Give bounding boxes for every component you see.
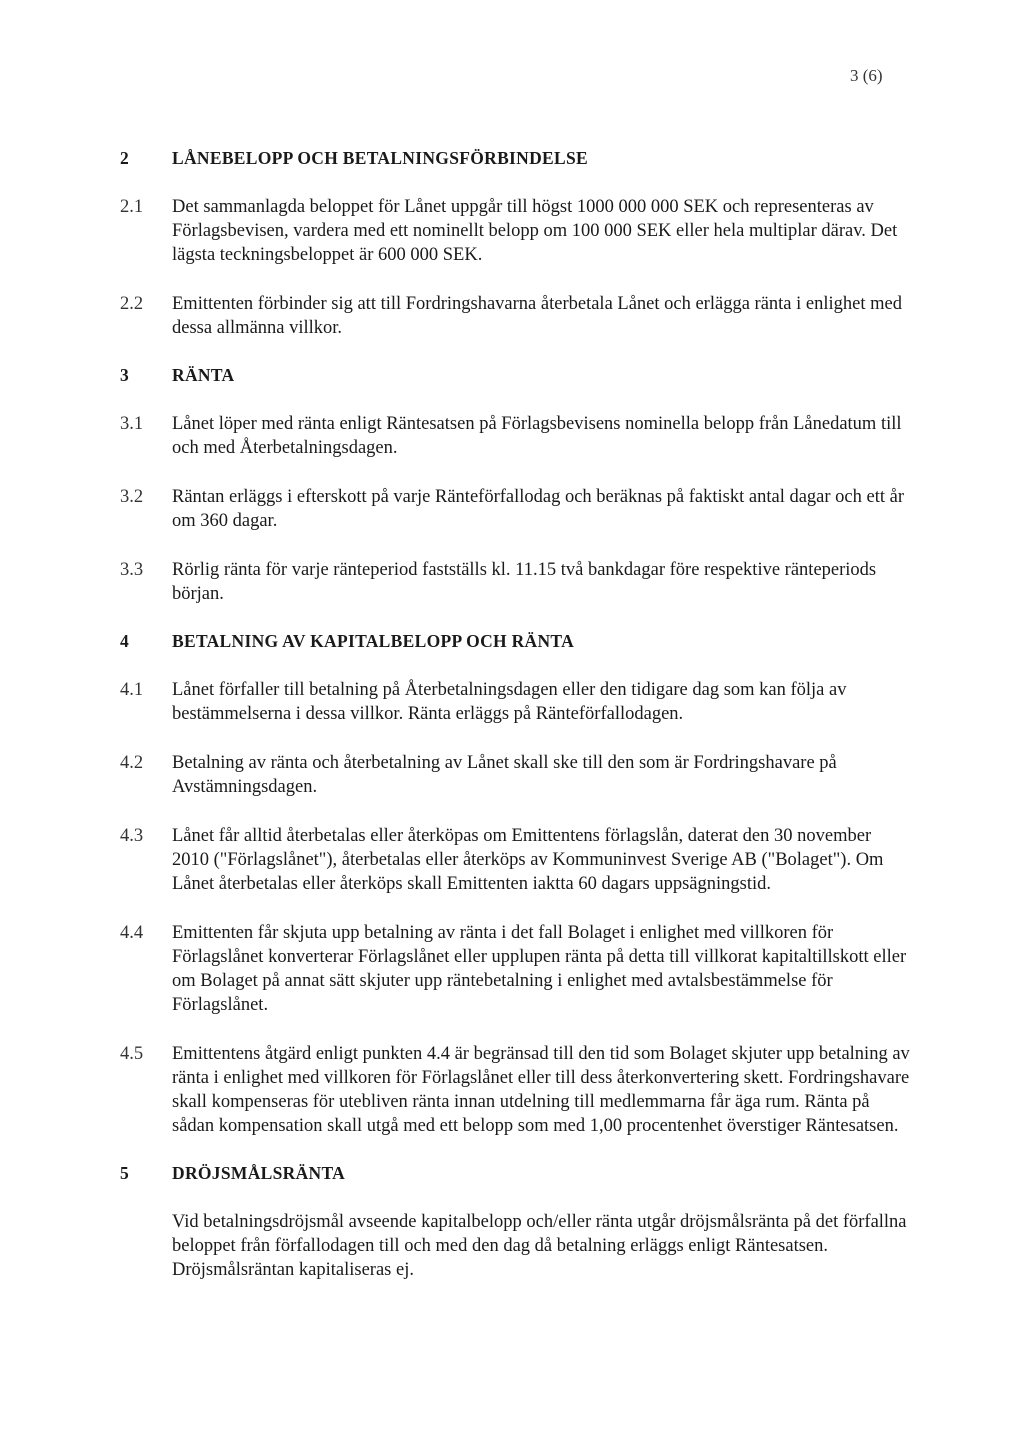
section-number: 2: [120, 148, 130, 168]
clause-4-2: [120, 751, 910, 799]
section-2: [120, 148, 910, 340]
section-heading: [120, 631, 910, 652]
clause-text: Det sammanlagda beloppet för Lånet uppgår till högst 1000 000 000 SEK och representeras av Förlagsbevisen, vardera med ett nominellt belopp om 100 000 SEK eller hela multiplar därav. Det lägsta teckningsbeloppet är 600 000 SEK.: [172, 197, 898, 265]
clause-3-3: [120, 558, 910, 606]
clause-text: Rörlig ränta för varje ränteperiod fastställs kl. 11.15 två bankdagar före respektive ränteperiods början.: [172, 560, 877, 604]
clause-3-2: [120, 485, 910, 533]
section-3: [120, 365, 910, 606]
section-heading: [120, 365, 910, 386]
section-heading: [120, 1163, 910, 1184]
clause-number: 3.1: [120, 414, 144, 434]
clause-number: 4.2: [120, 753, 144, 773]
clause-2-2: [120, 292, 910, 340]
clause-text: Lånet förfaller till betalning på Återbetalningsdagen eller den tidigare dag som kan följa av bestämmelserna i dessa villkor. Ränta erläggs på Ränteförfallodagen.: [172, 680, 847, 724]
section-number: 4: [120, 631, 130, 651]
clause-3-1: [120, 412, 910, 460]
clause-text: Räntan erläggs i efterskott på varje Ränteförfallodag och beräknas på faktiskt antal dagar och ett år om 360 dagar.: [172, 487, 904, 531]
clause-number: 2.2: [120, 294, 144, 314]
clause-text: Lånet löper med ränta enligt Räntesatsen på Förlagsbevisens nominella belopp från Lånedatum till och med Återbetalningsdagen.: [172, 414, 902, 458]
clause-text: Emittenten förbinder sig att till Fordringshavarna återbetala Lånet och erlägga ränta i enlighet med dessa allmänna villkor.: [172, 294, 902, 338]
clause-4-5: [120, 1042, 910, 1138]
clause-4-4: [120, 921, 910, 1017]
clause-number: 3.3: [120, 560, 144, 580]
clause-number: 4.4: [120, 923, 144, 943]
section-title: DRÖJSMÅLSRÄNTA: [172, 1163, 346, 1183]
clause-number: 2.1: [120, 197, 144, 217]
clause-2-1: [120, 195, 910, 267]
clause-text: Betalning av ränta och återbetalning av Lånet skall ske till den som är Fordringshavare på Avstämningsdagen.: [172, 753, 837, 797]
clause-text: Lånet får alltid återbetalas eller återköpas om Emittentens förlagslån, daterat den 30 november 2010 ("Förlagslånet"), återbetalas eller återköps av Kommuninvest Sverige AB ("Bolaget"). Om Lånet återbetalas eller återköps skall Emittenten iaktta 60 dagars uppsägningstid.: [172, 826, 884, 894]
clause-number: 4.3: [120, 826, 144, 846]
section-5: [120, 1163, 910, 1282]
clause-number: 4.1: [120, 680, 144, 700]
clause-4-3: [120, 824, 910, 896]
page-number: 3 (6): [850, 66, 883, 85]
clause-text: Emittentens åtgärd enligt punkten 4.4 är begränsad till den tid som Bolaget skjuter upp betalning av ränta i enlighet med villkoren för Förlagslånet eller till dess återkonvertering skett. Fordringshavare skall kompenseras för utebliven ränta innan utdelning till medlemmarna får äga rum. Ränta på sådan kompensation skall utgå med ett belopp som med 1,00 procentenhet överstiger Räntesatsen.: [172, 1044, 910, 1136]
section-title: LÅNEBELOPP OCH BETALNINGSFÖRBINDELSE: [172, 148, 588, 168]
section-4: [120, 631, 910, 1138]
section-number: 3: [120, 365, 130, 385]
clause-text: Emittenten får skjuta upp betalning av ränta i det fall Bolaget i enlighet med villkoren för Förlagslånet konverterar Förlagslånet eller upplupen ränta på detta till villkorat kapitaltillskott eller om Bolaget på annat sätt skjuter upp räntebetalning i enlighet med avtalsbestämmelse för Förlagslånet.: [172, 923, 907, 1015]
clause-4-1: [120, 678, 910, 726]
section-number: 5: [120, 1163, 130, 1183]
section-paragraph: Vid betalningsdröjsmål avseende kapitalbelopp och/eller ränta utgår dröjsmålsränta på det förfallna beloppet från förfallodagen till och med den dag då betalning erläggs enligt Räntesatsen. Dröjsmålsräntan kapitaliseras ej.: [172, 1212, 907, 1280]
clause-number: 3.2: [120, 487, 144, 507]
section-title: BETALNING AV KAPITALBELOPP OCH RÄNTA: [172, 631, 575, 651]
section-heading: [120, 148, 910, 169]
clause-number: 4.5: [120, 1044, 144, 1064]
document-body: [120, 148, 910, 1282]
section-title: RÄNTA: [172, 365, 235, 385]
